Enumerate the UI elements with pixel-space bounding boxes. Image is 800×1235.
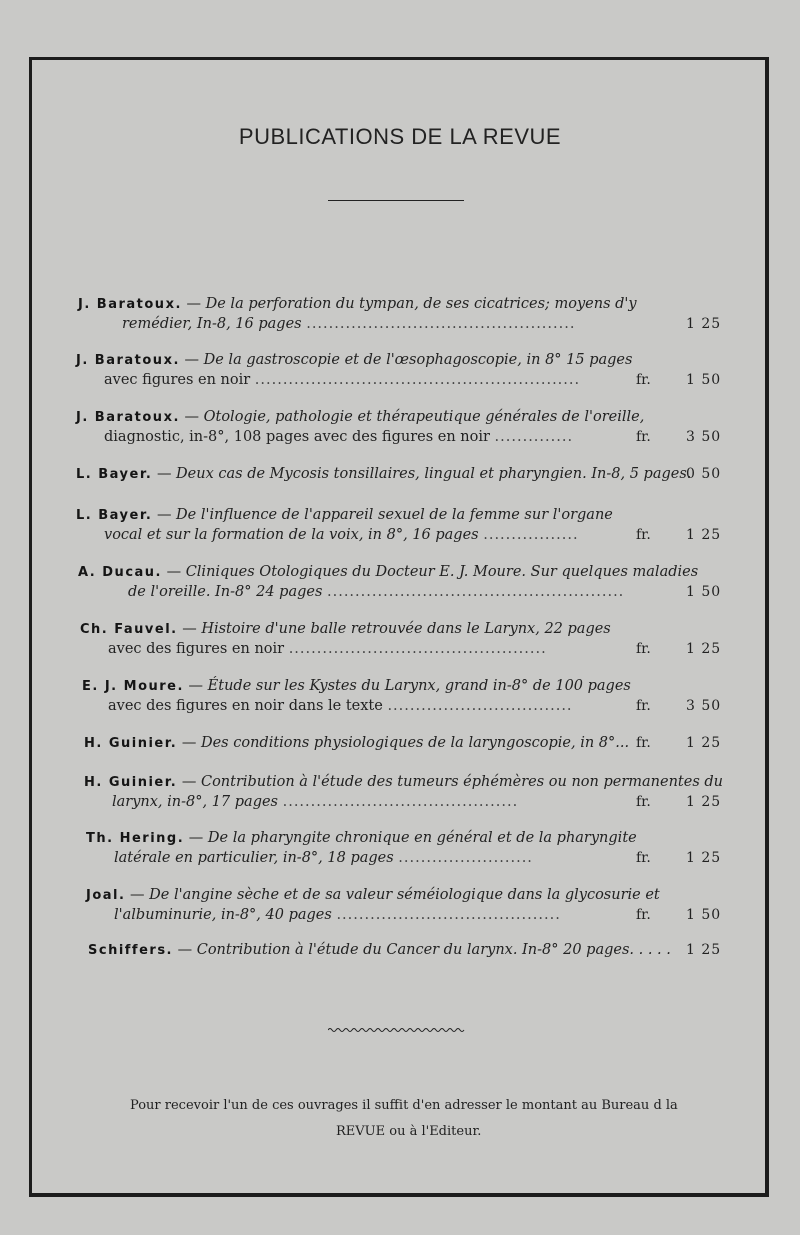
entry-title-line2: avec des figures en noir	[108, 641, 285, 657]
publication-entry: Schiffers. — Contribution à l'étude du Cancer du larynx. In-8° 20 pages. . . . . 1 25	[0, 942, 800, 988]
entry-author: J. Baratoux.	[76, 410, 180, 425]
entry-title-line2: larynx, in-8°, 17 pages	[112, 794, 278, 810]
entry-currency: fr.	[636, 527, 651, 543]
entry-title-line2: latérale en particulier, in-8°, 18 pages	[114, 850, 394, 866]
entry-price: 1 50	[686, 584, 722, 600]
entry-title-line1: Étude sur les Kystes du Larynx, grand in-8° de 100 pages	[207, 678, 631, 694]
entry-price: 3 50	[686, 429, 722, 445]
entry-currency: fr.	[636, 907, 651, 923]
entry-author: L. Bayer.	[76, 508, 153, 523]
publication-entry: E. J. Moure. — Étude sur les Kystes du Larynx, grand in-8° de 100 pages avec des figures en noir dans le texte ................................. fr. 3 50	[0, 678, 800, 724]
page-title: PUBLICATIONS DE LA REVUE	[238, 124, 562, 149]
entry-title-line2: avec figures en noir	[104, 372, 251, 388]
publication-entry: Joal. — De l'angine sèche et de sa valeur séméiologique dans la glycosurie et l'albuminurie, in-8°, 40 pages ........................................ fr. 1 50	[0, 887, 800, 933]
footer-note-line2: REVUE ou à l'Editeur.	[336, 1124, 482, 1139]
entry-title-line1: De la gastroscopie et de l'œsophagoscopie, in 8° 15 pages	[203, 352, 633, 368]
decorative-wavy-rule	[328, 1027, 466, 1033]
entry-author: Th. Hering.	[86, 831, 185, 846]
publication-entry: L. Bayer. — De l'influence de l'appareil sexuel de la femme sur l'organe vocal et sur la formation de la voix, in 8°, 16 pages ................. fr. 1 25	[0, 507, 800, 553]
entry-author: J. Baratoux.	[76, 353, 180, 368]
entry-currency: fr.	[636, 641, 651, 657]
publication-entry: Th. Hering. — De la pharyngite chronique en général et de la pharyngite latérale en particulier, in-8°, 18 pages ........................ fr. 1 25	[0, 830, 800, 876]
publication-entry: Ch. Fauvel. — Histoire d'une balle retrouvée dans le Larynx, 22 pages avec des figures en noir .............................................. fr. 1 25	[0, 621, 800, 667]
entry-currency: fr.	[636, 372, 651, 388]
entry-author: Schiffers.	[88, 943, 173, 958]
publication-entry: J. Baratoux. — Otologie, pathologie et thérapeutique générales de l'oreille, diagnostic, in-8°, 108 pages avec des figures en noir .............. fr. 3 50	[0, 409, 800, 455]
entry-price: 1 25	[686, 794, 722, 810]
entry-currency: fr.	[636, 794, 651, 810]
entry-title-line1: Otologie, pathologie et thérapeutique générales de l'oreille,	[203, 409, 645, 425]
entry-title-line1: De la pharyngite chronique en général et de la pharyngite	[207, 830, 637, 846]
entry-author: E. J. Moure.	[82, 679, 184, 694]
publication-entry: J. Baratoux. — De la perforation du tympan, de ses cicatrices; moyens d'y remédier, In-8, 16 pages ................................................ 1 25	[0, 296, 800, 342]
entry-title-line2: vocal et sur la formation de la voix, in 8°, 16 pages	[104, 527, 479, 543]
title-rule	[328, 200, 464, 201]
entry-author: L. Bayer.	[76, 467, 153, 482]
entry-author: Joal.	[86, 888, 126, 903]
entry-title-line1: Des conditions physiologiques de la laryngoscopie, in 8°...	[200, 735, 630, 751]
footer-note-line1: Pour recevoir l'un de ces ouvrages il suffit d'en adresser le montant au Bureau d la	[130, 1098, 678, 1113]
entry-currency: fr.	[636, 429, 651, 445]
entry-price: 1 25	[686, 850, 722, 866]
entry-title-line1: De la perforation du tympan, de ses cicatrices; moyens d'y	[205, 296, 637, 312]
entry-title-line2: diagnostic, in-8°, 108 pages avec des figures en noir	[104, 429, 490, 445]
entry-title-line1: Cliniques Otologiques du Docteur E. J. Moure. Sur quelques maladies	[185, 564, 699, 580]
publication-entry: J. Baratoux. — De la gastroscopie et de l'œsophagoscopie, in 8° 15 pages avec figures en noir .......................................................... fr. 1 50	[0, 352, 800, 398]
entry-price: 1 25	[686, 641, 722, 657]
entry-author: A. Ducau.	[78, 565, 162, 580]
entry-title-line1: Histoire d'une balle retrouvée dans le Larynx, 22 pages	[201, 621, 611, 637]
publication-entry: A. Ducau. — Cliniques Otologiques du Docteur E. J. Moure. Sur quelques maladies de l'oreille. In-8° 24 pages ..................................................... 1 50	[0, 564, 800, 610]
entry-author: Ch. Fauvel.	[80, 622, 178, 637]
entry-title-line2: l'albuminurie, in-8°, 40 pages	[114, 907, 332, 923]
publication-entry: H. Guinier. — Contribution à l'étude des tumeurs éphémères ou non permanentes du larynx, in-8°, 17 pages .......................................... fr. 1 25	[0, 774, 800, 820]
entry-title-line2: de l'oreille. In-8° 24 pages	[128, 584, 323, 600]
entry-title-line2: remédier, In-8, 16 pages	[122, 316, 302, 332]
entry-price: 1 25	[686, 942, 722, 958]
entry-title-line2: avec des figures en noir dans le texte	[108, 698, 383, 714]
entry-price: 1 50	[686, 907, 722, 923]
entry-currency: fr.	[636, 735, 651, 751]
entry-price: 3 50	[686, 698, 722, 714]
entry-title-line1: Deux cas de Mycosis tonsillaires, lingual et pharyngien. In-8, 5 pages.	[176, 466, 692, 482]
entry-price: 1 25	[686, 735, 722, 751]
entry-price: 1 50	[686, 372, 722, 388]
entry-author: H. Guinier.	[84, 775, 178, 790]
entry-author: H. Guinier.	[84, 736, 178, 751]
entry-title-line1: Contribution à l'étude des tumeurs éphémères ou non permanentes du	[200, 774, 724, 790]
entry-title-line1: De l'angine sèche et de sa valeur séméiologique dans la glycosurie et	[149, 887, 660, 903]
entry-price: 1 25	[686, 316, 722, 332]
entry-title-line1: De l'influence de l'appareil sexuel de la femme sur l'organe	[176, 507, 613, 523]
entry-currency: fr.	[636, 850, 651, 866]
publication-entry: H. Guinier. — Des conditions physiologiques de la laryngoscopie, in 8°... fr. 1 25	[0, 735, 800, 781]
entry-price: 1 25	[686, 527, 722, 543]
entry-price: 0 50	[686, 466, 722, 482]
publication-entry: L. Bayer. — Deux cas de Mycosis tonsillaires, lingual et pharyngien. In-8, 5 pages. 0 50	[0, 466, 800, 512]
entry-author: J. Baratoux.	[78, 297, 182, 312]
entry-title-line1: Contribution à l'étude du Cancer du larynx. In-8° 20 pages. . . . .	[196, 942, 671, 958]
entry-currency: fr.	[636, 698, 651, 714]
